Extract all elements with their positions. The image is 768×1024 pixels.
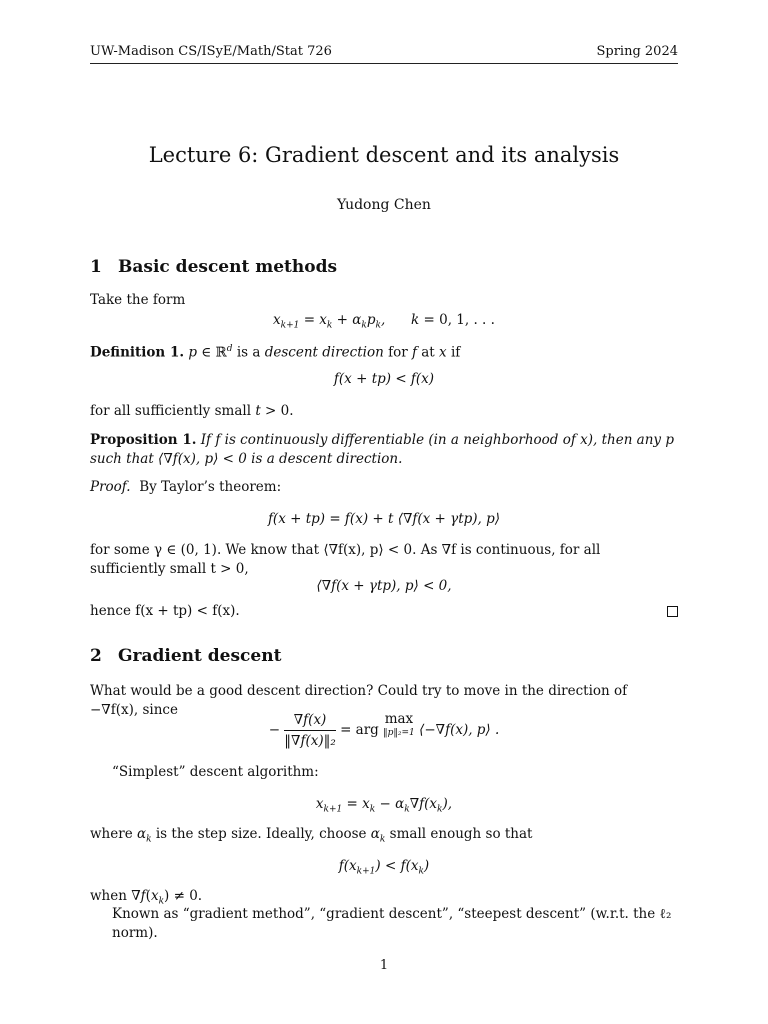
proposition-1 <box>90 431 678 469</box>
section-title: Gradient descent <box>118 646 282 666</box>
equation-update: $x_{k+1} = x_k + \alpha_kp_k$, k = 0, 1, . . . <box>273 312 495 331</box>
text-def-tail: for all sufficiently small t > 0. <box>90 403 294 419</box>
equation-inner-product: ⟨∇f(x + γtp), p⟩ < 0, <box>316 578 452 594</box>
equation-normalized-gradient: − $\frac{\nabla f(x)}{\text{‖∇f(x)‖₂}}$ = arg max ‖p‖₂=1 ⟨−∇f(x), p⟩ . <box>268 711 500 749</box>
equation-decrease: $f(x_{k+1}) < f(x_k)$ <box>338 858 430 877</box>
text-simplest: “Simplest” descent algorithm: <box>112 764 319 780</box>
definition-1: Definition 1. p ∈ ℝ$^d$ is a descent direction for f at x if <box>90 344 461 361</box>
proof-intro-text: By Taylor’s theorem: <box>139 479 282 495</box>
page-number: 1 <box>379 958 389 973</box>
text-proof-continued: for some γ ∈ (0, 1). We know that ⟨∇f(x), p⟩ < 0. As ∇f is continuous, for all sufficiently small t > 0, <box>90 542 601 577</box>
fraction <box>284 712 335 749</box>
section-2-heading <box>90 646 281 666</box>
text-where-step: where $\alpha_k$ is the step size. Ideally, choose $\alpha_k$ small enough so that <box>90 826 533 845</box>
argmax-constraint: ‖p‖₂=1 <box>383 728 415 738</box>
fraction-denominator: ‖∇f(x)‖₂ <box>284 733 336 749</box>
section-title: Basic descent methods <box>118 257 338 277</box>
text-when-grad: when $\nabla f(x_k) \ne 0$. <box>90 888 203 907</box>
proposition-label: Proposition 1. <box>90 432 197 448</box>
section-number: 2 <box>90 646 102 666</box>
section-1-heading <box>90 257 337 277</box>
definition-label: Definition 1. <box>90 344 185 361</box>
equation-descent-def: f(x + tp) < f(x) <box>333 371 435 387</box>
text-gd-intro: What would be a good descent direction? Could try to move in the direction of −∇f(x), since <box>90 683 628 718</box>
equation-taylor: f(x + tp) = f(x) + t ⟨∇f(x + γtp), p⟩ <box>267 511 501 527</box>
header-rule <box>90 63 678 64</box>
text-known-as: Known as “gradient method”, “gradient descent”, “steepest descent” (w.r.t. the ℓ₂ norm). <box>112 906 672 941</box>
argmax: max ‖p‖₂=1 <box>383 711 415 738</box>
text-take-form: Take the form <box>90 292 186 308</box>
term-header: Spring 2024 <box>596 44 678 59</box>
course-header: UW-Madison CS/ISyE/Math/Stat 726 <box>90 44 332 59</box>
page-title: Lecture 6: Gradient descent and its analysis <box>148 143 620 167</box>
qed-square <box>667 606 678 617</box>
proof-label: Proof. <box>90 479 131 495</box>
section-number: 1 <box>90 257 102 277</box>
fraction-numerator: ∇f(x) <box>284 712 335 731</box>
proposition-body: If f is continuously differentiable (in a neighborhood of x), then any p such that ⟨∇f(x), p⟩ < 0 is a descent direction. <box>90 432 674 467</box>
equation-gd: $x_{k+1} = x_k - \alpha_k\nabla f(x_k)$, <box>315 796 453 815</box>
author: Yudong Chen <box>337 197 431 213</box>
proof-intro <box>90 478 678 497</box>
text-proof-end: hence f(x + tp) < f(x). <box>90 603 240 619</box>
